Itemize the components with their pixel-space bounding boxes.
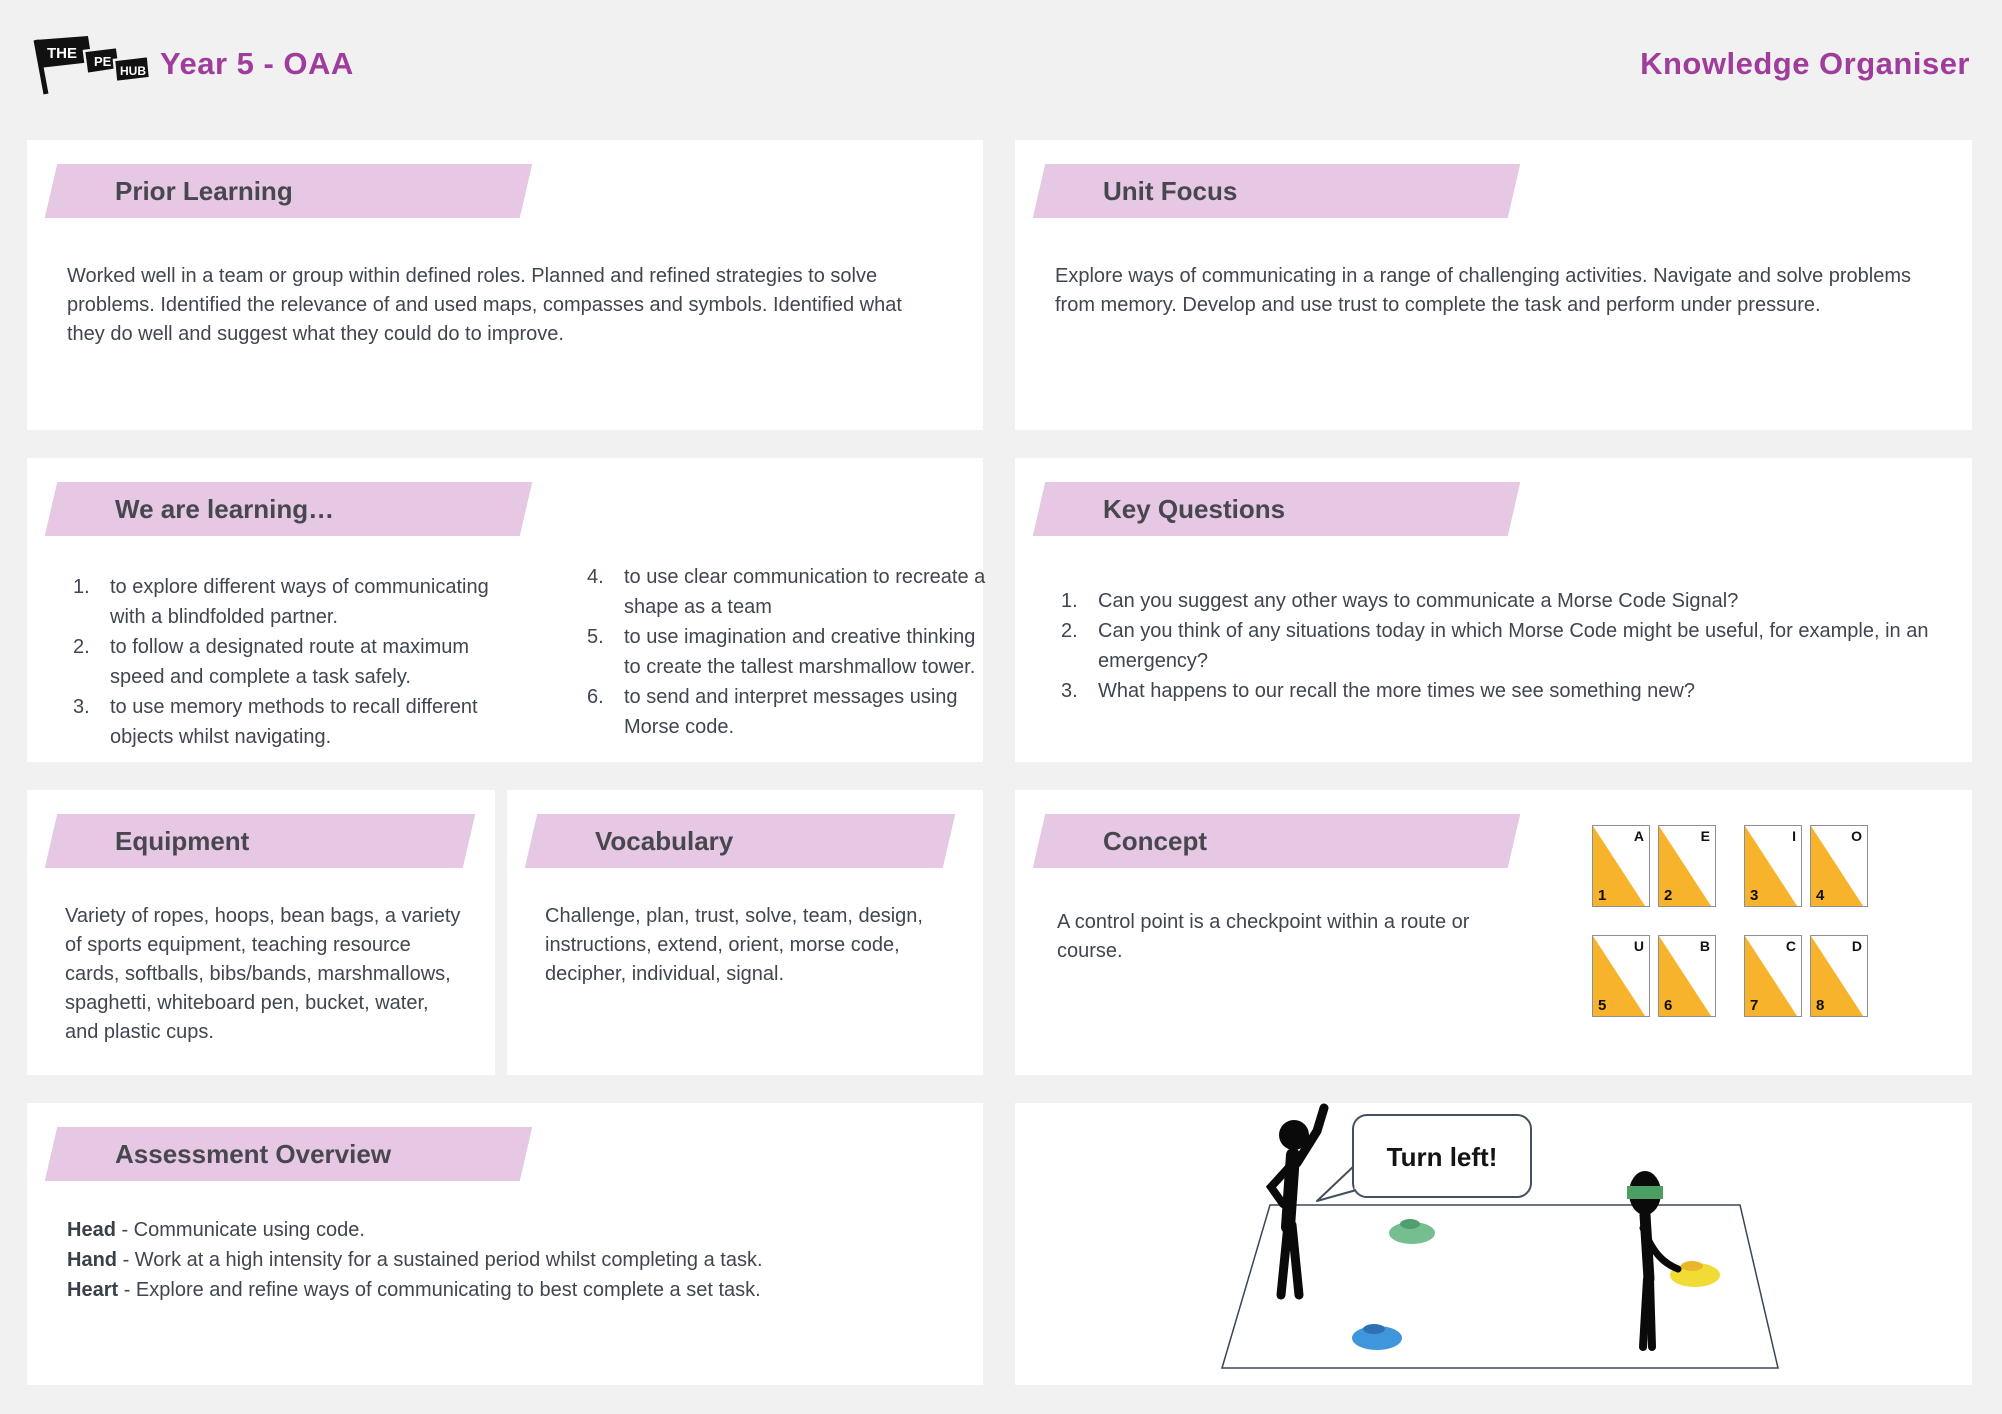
prior-learning-banner	[45, 164, 532, 218]
list-text: Can you suggest any other ways to communicate a Morse Code Signal?	[1098, 590, 1739, 612]
assessment-term: Head	[67, 1219, 116, 1241]
flag-letter: E	[1700, 828, 1710, 844]
we-are-learning-banner	[45, 482, 532, 536]
learning-objectives-column-1	[73, 572, 525, 752]
prior-learning-text: Worked well in a team or group within defined roles. Planned and refined strategies to solve problems. Identified the relevance of and used maps, compasses and symbols. Identified what they do well and suggest what they could do to improve.	[67, 265, 902, 345]
list-text: What happens to our recall the more times we see something new?	[1098, 680, 1695, 702]
flag-letter: D	[1851, 938, 1862, 954]
concept-heading: Concept	[1103, 826, 1207, 856]
list-item	[73, 572, 525, 632]
blindfold-band	[1627, 1186, 1663, 1199]
assessment-term: Hand	[67, 1249, 117, 1271]
assessment-text: - Work at a high intensity for a sustained period whilst completing a task.	[122, 1249, 763, 1271]
flag-number: 2	[1664, 887, 1673, 904]
assessment-item	[67, 1275, 943, 1305]
list-item	[73, 692, 525, 752]
vocabulary-heading: Vocabulary	[595, 826, 734, 856]
list-item	[587, 682, 989, 742]
list-item	[587, 562, 989, 622]
vocabulary-banner	[525, 814, 955, 868]
flag-number: 4	[1816, 887, 1825, 904]
key-questions-list	[1061, 586, 1933, 706]
prior-learning-heading: Prior Learning	[115, 176, 293, 206]
control-point-flag	[1744, 935, 1802, 1017]
list-item	[73, 632, 525, 692]
assessment-text: - Communicate using code.	[121, 1219, 365, 1241]
control-point-flag	[1592, 825, 1650, 907]
flag-number: 8	[1816, 997, 1825, 1014]
list-number: 6.	[587, 686, 604, 708]
list-number: 3.	[1061, 680, 1078, 702]
unit-focus-card	[1015, 140, 1972, 430]
we-are-learning-card	[27, 458, 986, 762]
speech-bubble-text: Turn left!	[1386, 1142, 1498, 1172]
speech-bubble	[1317, 1115, 1531, 1201]
control-point-flag	[1658, 935, 1716, 1017]
unit-focus-text: Explore ways of communicating in a range of challenging activities. Navigate and solve problems from memory. Develop and use trust to complete the task and perform under pressure.	[1055, 265, 1912, 316]
list-text: to send and interpret messages using Morse code.	[624, 686, 958, 738]
key-questions-card	[1015, 458, 1972, 762]
list-item	[1061, 586, 1933, 616]
list-item	[587, 622, 989, 682]
logo-word-pe: PE	[94, 54, 112, 69]
vocabulary-card	[507, 790, 983, 1075]
concept-text: A control point is a checkpoint within a route or course.	[1057, 911, 1470, 962]
list-item	[1061, 676, 1933, 706]
flag-number: 7	[1750, 997, 1759, 1014]
list-number: 5.	[587, 626, 604, 648]
page-title: Year 5 - OAA	[160, 46, 354, 81]
logo-word-hub: HUB	[120, 64, 146, 78]
assessment-term: Heart	[67, 1279, 119, 1301]
flag-number: 1	[1598, 887, 1607, 904]
flag-letter: I	[1792, 828, 1796, 844]
control-point-flag	[1810, 825, 1868, 907]
flag-letter: O	[1851, 828, 1862, 844]
document-type-title: Knowledge Organiser	[1640, 46, 1970, 81]
prior-learning-card	[27, 140, 983, 430]
illustration-card	[1015, 1103, 1972, 1385]
flag-number: 5	[1598, 997, 1607, 1014]
equipment-text: Variety of ropes, hoops, bean bags, a variety of sports equipment, teaching resource cards, softballs, bibs/bands, marshmallows, spaghetti, whiteboard pen, bucket, water, and plastic cups.	[65, 905, 461, 1043]
learning-objectives-column-2	[587, 562, 989, 742]
flag-letter: B	[1699, 938, 1710, 954]
list-item	[1061, 616, 1933, 676]
key-questions-banner	[1033, 482, 1520, 536]
list-text: to explore different ways of communicating with a blindfolded partner.	[110, 576, 489, 628]
list-number: 1.	[1061, 590, 1078, 612]
key-questions-heading: Key Questions	[1103, 494, 1286, 524]
list-text: to use clear communication to recreate a shape as a team	[624, 566, 986, 618]
pe-hub-logo	[26, 30, 150, 98]
flag-letter: U	[1633, 938, 1644, 954]
list-text: to use imagination and creative thinking to create the tallest marshmallow tower.	[624, 626, 976, 678]
control-point-flag	[1744, 825, 1802, 907]
control-point-flag	[1592, 935, 1650, 1017]
equipment-heading: Equipment	[115, 826, 250, 856]
control-point-flag	[1658, 825, 1716, 907]
concept-banner	[1033, 814, 1520, 868]
orienteering-illustration	[1015, 1103, 1972, 1385]
assessment-overview-banner	[45, 1127, 532, 1181]
assessment-text: - Explore and refine ways of communicating to best complete a set task.	[123, 1279, 761, 1301]
assessment-overview-card	[27, 1103, 983, 1385]
list-text: to use memory methods to recall different objects whilst navigating.	[110, 696, 478, 748]
list-number: 2.	[73, 636, 90, 658]
unit-focus-banner	[1033, 164, 1520, 218]
flag-number: 6	[1664, 997, 1673, 1014]
equipment-card	[27, 790, 495, 1075]
vocabulary-text: Challenge, plan, trust, solve, team, design, instructions, extend, orient, morse code, decipher, individual, signal.	[545, 905, 923, 985]
flag-letter: A	[1633, 828, 1644, 844]
flag-number: 3	[1750, 887, 1759, 904]
assessment-list	[67, 1215, 943, 1305]
list-text: Can you think of any situations today in which Morse Code might be useful, for example, in an emergency?	[1098, 620, 1929, 672]
logo-word-the: THE	[47, 45, 77, 62]
control-point-flag	[1810, 935, 1868, 1017]
unit-focus-heading: Unit Focus	[1103, 176, 1238, 206]
concept-card	[1015, 790, 1972, 1075]
assessment-item	[67, 1215, 943, 1245]
list-number: 3.	[73, 696, 90, 718]
list-text: to follow a designated route at maximum speed and complete a task safely.	[110, 636, 470, 688]
list-number: 1.	[73, 576, 90, 598]
equipment-banner	[45, 814, 475, 868]
list-number: 4.	[587, 566, 604, 588]
assessment-overview-heading: Assessment Overview	[115, 1139, 392, 1169]
assessment-item	[67, 1245, 943, 1275]
we-are-learning-heading: We are learning…	[115, 494, 335, 524]
list-number: 2.	[1061, 620, 1078, 642]
flag-letter: C	[1785, 938, 1796, 954]
